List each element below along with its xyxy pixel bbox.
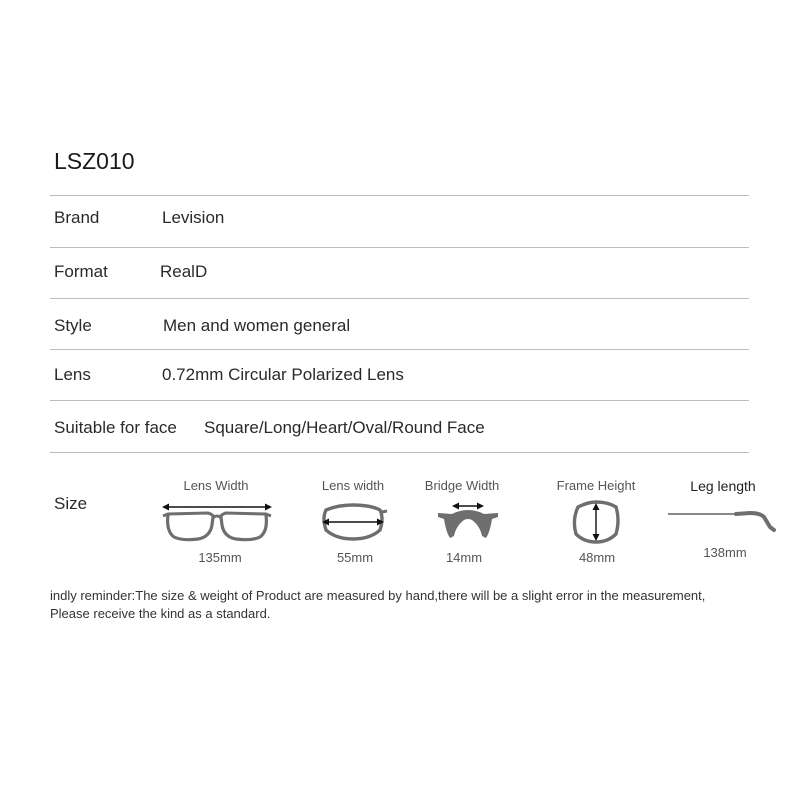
- divider: [50, 452, 749, 453]
- disclaimer-line-2: Please receive the kind as a standard.: [50, 606, 271, 621]
- divider: [50, 400, 749, 401]
- frame-height-icon: [570, 498, 622, 546]
- size-name-frame-height: Frame Height: [556, 478, 636, 493]
- spec-label-style: Style: [54, 316, 92, 335]
- spec-value-brand: Levision: [162, 208, 225, 227]
- spec-label-format: Format: [54, 262, 108, 281]
- spec-label-brand: Brand: [54, 208, 100, 227]
- size-value-single-lens: 55mm: [336, 550, 374, 565]
- size-name-bridge: Bridge Width: [424, 478, 500, 493]
- temple-leg-icon: [666, 503, 778, 535]
- size-name-single-lens: Lens width: [321, 478, 385, 493]
- divider: [50, 349, 749, 350]
- spec-label-lens: Lens: [54, 365, 91, 384]
- bridge-width-icon: [436, 500, 500, 546]
- spec-value-face: Square/Long/Heart/Oval/Round Face: [204, 418, 485, 437]
- single-lens-width-icon: [318, 502, 388, 542]
- spec-label-face: Suitable for face: [54, 418, 177, 437]
- size-name-lens-width: Lens Width: [183, 478, 249, 493]
- size-label: Size: [54, 494, 88, 513]
- divider: [50, 247, 749, 248]
- size-value-leg: 138mm: [703, 545, 747, 560]
- size-value-frame-height: 48mm: [578, 550, 616, 565]
- disclaimer-line-1: indly reminder:The size & weight of Product are measured by hand,there will be a slight error in the measurement,: [50, 588, 706, 603]
- size-value-lens-width: 135mm: [198, 550, 242, 565]
- spec-value-lens: 0.72mm Circular Polarized Lens: [162, 365, 404, 384]
- size-value-bridge: 14mm: [445, 550, 483, 565]
- full-glasses-width-icon: [160, 497, 274, 545]
- product-title: LSZ010: [54, 148, 135, 174]
- spec-value-format: RealD: [160, 262, 208, 281]
- spec-value-style: Men and women general: [163, 316, 351, 335]
- divider: [50, 298, 749, 299]
- size-name-leg: Leg length: [690, 478, 756, 494]
- divider: [50, 195, 749, 196]
